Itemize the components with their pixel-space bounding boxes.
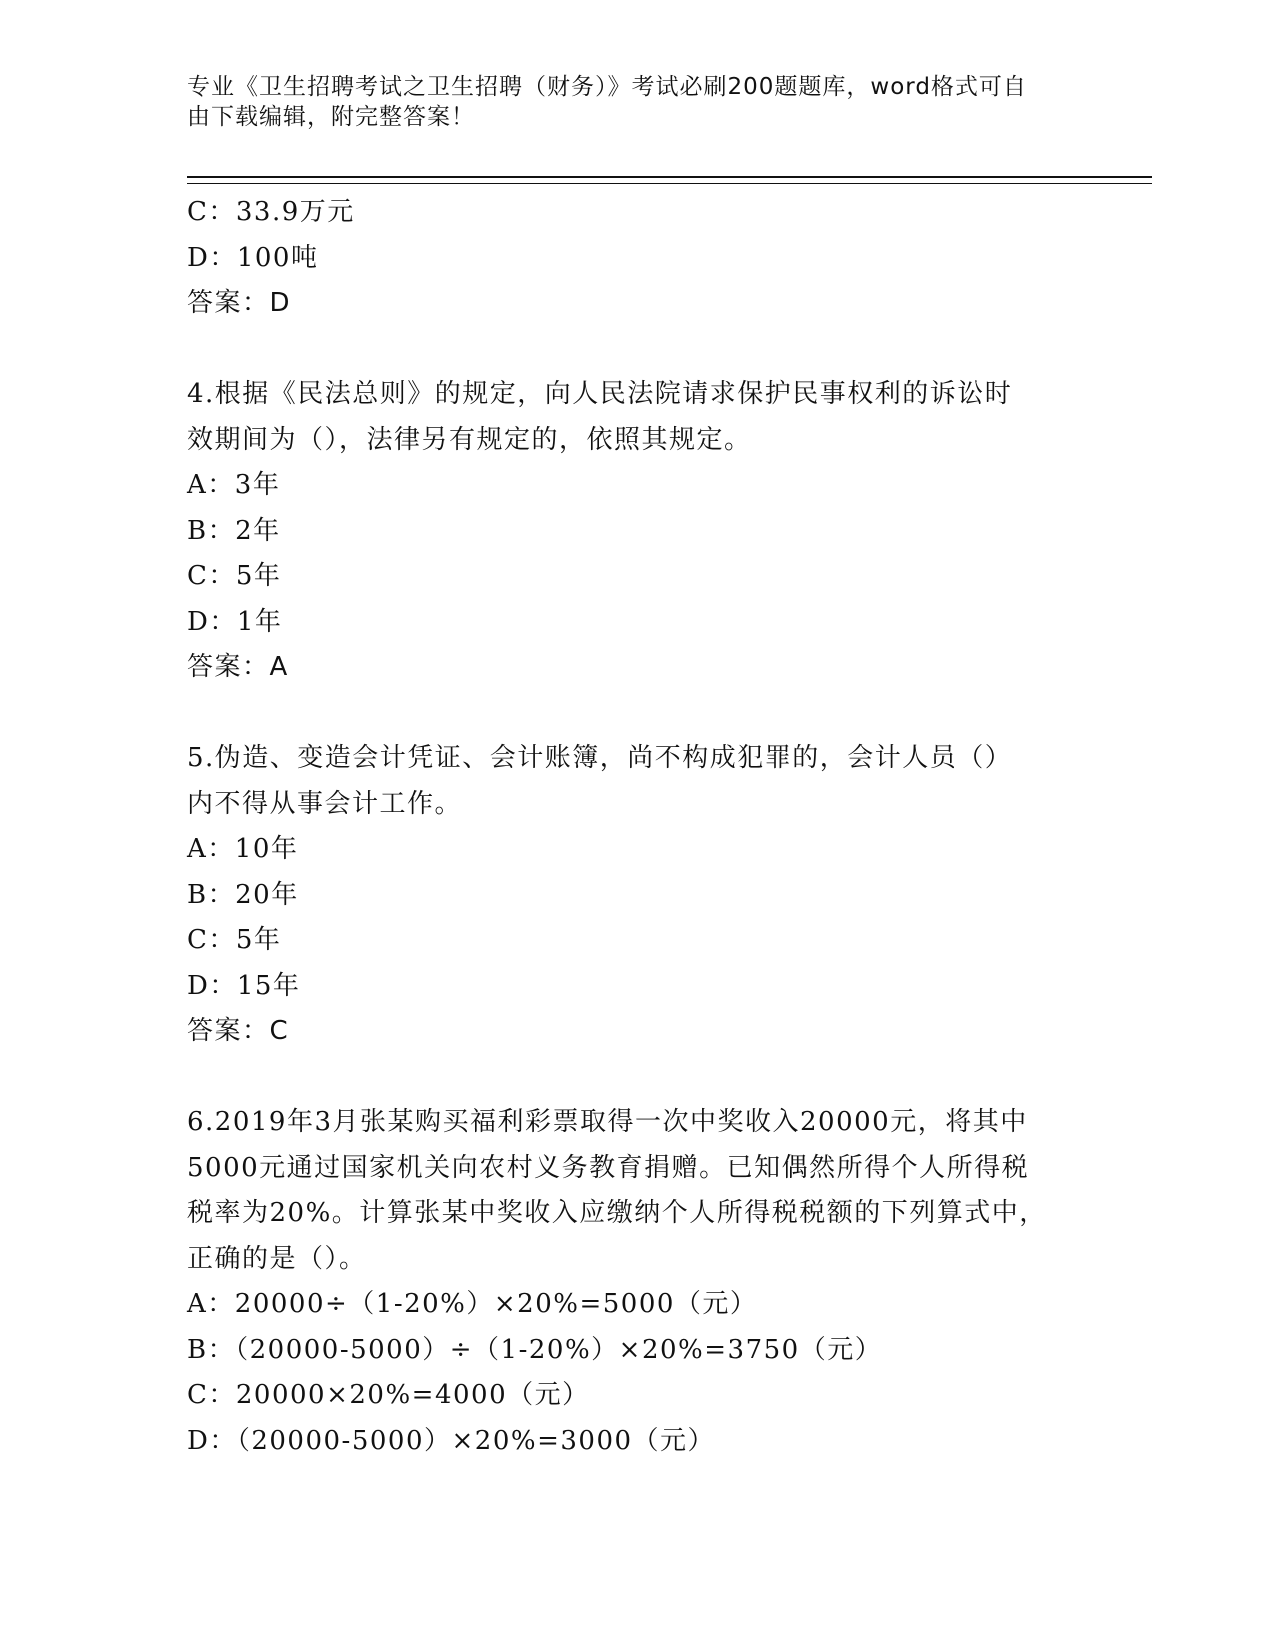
header-line-2: 由下载编辑，附完整答案！ bbox=[187, 104, 475, 130]
spacer bbox=[187, 327, 1087, 373]
option-a: A：20000÷（1-20%）×20%=5000（元） bbox=[187, 1289, 758, 1319]
option-b: B：2年 bbox=[187, 515, 281, 546]
spacer bbox=[187, 691, 1087, 737]
option-c: C：20000×20%=4000（元） bbox=[187, 1380, 590, 1410]
question-stem-line: 5.伪造、变造会计凭证、会计账簿，尚不构成犯罪的，会计人员（） bbox=[187, 743, 1013, 773]
option-d: D：1年 bbox=[187, 606, 283, 637]
question-stem-line: 内不得从事会计工作。 bbox=[187, 788, 463, 819]
header-rule-thin bbox=[187, 183, 1152, 184]
header-line-1: 专业《卫生招聘考试之卫生招聘（财务）》考试必刷200题题库，word格式可自 bbox=[187, 74, 1027, 100]
question-4 bbox=[187, 372, 1087, 691]
option-d: D：15年 bbox=[187, 970, 301, 1001]
option-a: A：3年 bbox=[187, 470, 281, 500]
question-stem-line: 正确的是（）。 bbox=[187, 1243, 367, 1274]
answer-line: 答案：A bbox=[187, 652, 289, 682]
question-6 bbox=[187, 1100, 1087, 1464]
question-stem-line: 税率为20%。计算张某中奖收入应缴纳个人所得税税额的下列算式中， bbox=[187, 1198, 1047, 1228]
option-b: B：（20000-5000）÷（1-20%）×20%=3750（元） bbox=[187, 1334, 883, 1365]
question-stem-line: 效期间为（），法律另有规定的，依照其规定。 bbox=[187, 424, 752, 455]
question-stem-line: 5000元通过国家机关向农村义务教育捐赠。已知偶然所得个人所得税 bbox=[187, 1152, 1030, 1183]
document-header bbox=[187, 72, 1067, 132]
question-content bbox=[187, 190, 1087, 1464]
previous-question-tail bbox=[187, 190, 1087, 327]
answer-line: 答案：D bbox=[187, 288, 292, 318]
spacer bbox=[187, 1055, 1087, 1101]
option-d: D：100吨 bbox=[187, 242, 319, 273]
header-rule-thick bbox=[187, 176, 1152, 178]
option-c: C：5年 bbox=[187, 925, 282, 955]
question-stem-line: 6.2019年3月张某购买福利彩票取得一次中奖收入20000元，将其中 bbox=[187, 1107, 1028, 1137]
option-d: D：（20000-5000）×20%=3000（元） bbox=[187, 1425, 716, 1456]
option-a: A：10年 bbox=[187, 834, 299, 864]
question-5 bbox=[187, 736, 1087, 1055]
option-c: C：5年 bbox=[187, 561, 282, 591]
option-b: B：20年 bbox=[187, 879, 299, 910]
question-stem-line: 4.根据《民法总则》的规定，向人民法院请求保护民事权利的诉讼时 bbox=[187, 379, 1013, 409]
option-c: C：33.9万元 bbox=[187, 197, 355, 227]
answer-line: 答案：C bbox=[187, 1016, 290, 1046]
